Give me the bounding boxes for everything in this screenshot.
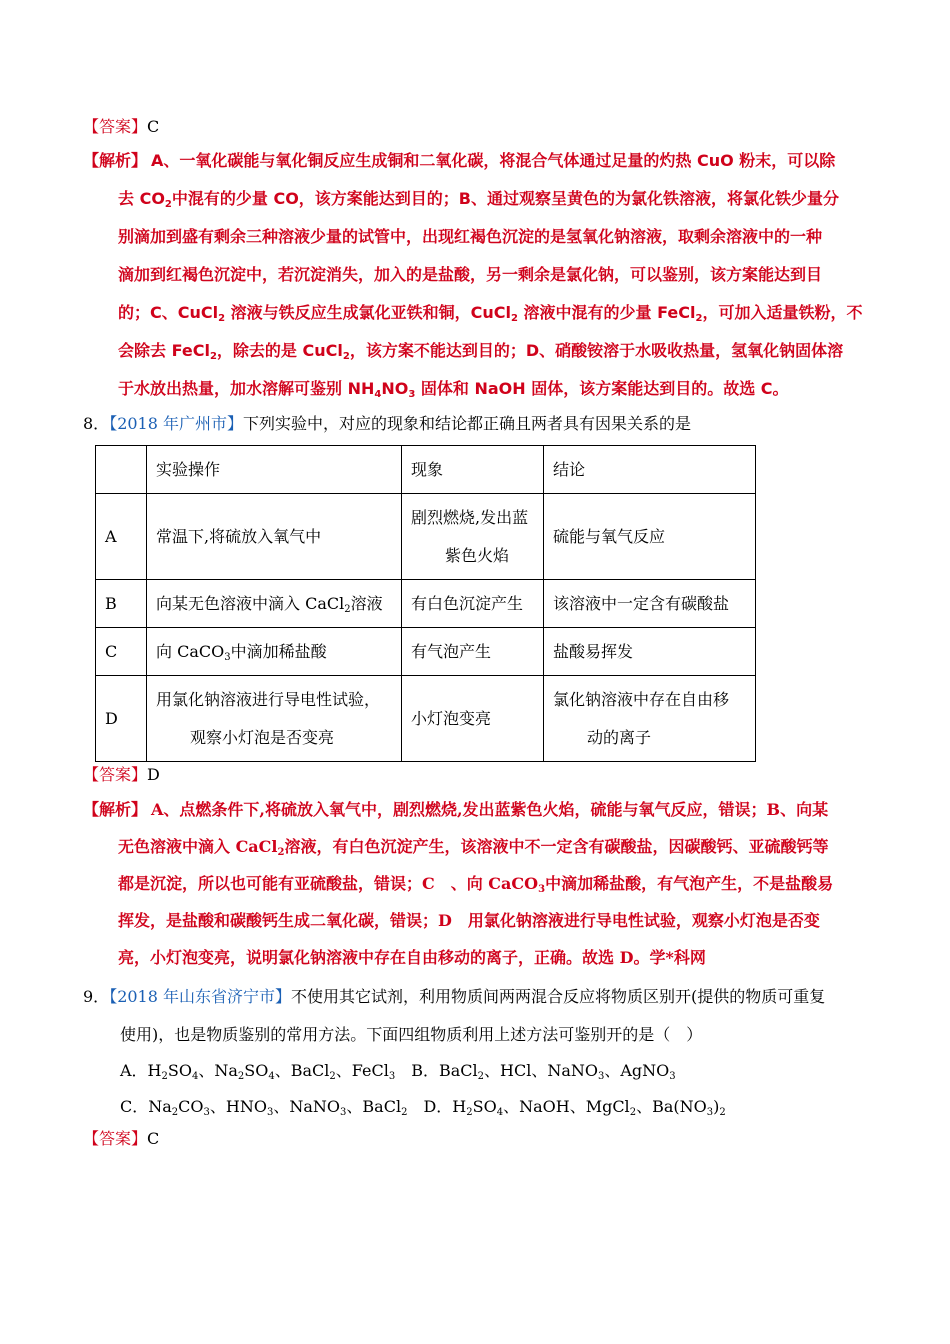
row-operation: 向某无色溶液中滴入 CaCl$_2$溶液: [147, 580, 402, 628]
question-number: 9．: [83, 987, 110, 1006]
row-conclusion: 硫能与氧气反应: [544, 494, 756, 580]
answer-label: 【答案】: [83, 117, 148, 136]
row-phenomenon: 有白色沉淀产生: [402, 580, 544, 628]
table-header-cell: 现象: [402, 446, 544, 494]
analysis-line: 挥发，是盐酸和碳酸钙生成二氧化碳，错误；D 用氯化钠溶液进行导电性试验，观察小灯泡是否变: [118, 911, 820, 930]
answer-value: C: [147, 1129, 160, 1148]
row-phenomenon: 小灯泡变亮: [402, 676, 544, 762]
analysis-line: 别滴加到盛有剩余三种溶液少量的试管中，出现红褐色沉淀的是氢氧化钠溶液，取剩余溶液中的一种: [118, 227, 823, 246]
q9-stem-line1: [83, 986, 825, 1008]
experiment-table: [95, 445, 756, 762]
analysis-line: 都是沉淀，所以也可能有亚硫酸盐，错误；C 、向 CaCO$_3$中滴加稀盐酸，有气泡产生，不是盐酸易: [118, 874, 834, 895]
row-label: D: [96, 676, 147, 762]
row-label: C: [96, 628, 147, 676]
table-header-cell: 结论: [544, 446, 756, 494]
table-row: [96, 676, 756, 762]
answer-value: C: [147, 117, 160, 136]
table-row: [96, 580, 756, 628]
q8-stem: [83, 413, 691, 435]
row-operation: 常温下,将硫放入氧气中: [147, 494, 402, 580]
row-phenomenon: [402, 494, 544, 580]
operation-line: 观察小灯泡是否变亮: [190, 727, 335, 747]
analysis-line: 滴加到红褐色沉淀中，若沉淀消失，加入的是盐酸，另一剩余是氯化钠，可以鉴别，该方案能达到目: [118, 265, 823, 284]
table-header-cell: 实验操作: [147, 446, 402, 494]
analysis-label: 【解析】: [83, 151, 148, 170]
analysis-line: 的；C、CuCl$_2$ 溶液与铁反应生成氯化亚铁和铜，CuCl$_2$ 溶液中混有的少量 FeCl$_2$，可加入适量铁粉，不: [118, 303, 863, 324]
analysis-line: A、点燃条件下,将硫放入氧气中，剧烈燃烧,发出蓝紫色火焰，硫能与氧气反应，错误；B、向某: [151, 800, 829, 819]
table-row: [96, 628, 756, 676]
q7-answer: [83, 116, 159, 138]
table-header-cell: [96, 446, 147, 494]
analysis-line: A、一氧化碳能与氧化铜反应生成铜和二氧化碳，将混合气体通过足量的灼热 CuO 粉末，可以除: [151, 151, 836, 170]
answer-label: 【答案】: [83, 765, 148, 784]
q9-answer: [83, 1128, 159, 1150]
q7-analysis-label: [83, 150, 147, 172]
question-text: 下列实验中，对应的现象和结论都正确且两者具有因果关系的是: [243, 414, 692, 433]
q9-options-cd: C．$Na_2CO_3$、$HNO_3$、NaNO$_3$、BaCl$_2$ D．$H_2SO_4$、NaOH、MgCl$_2$、$Ba(NO_3)_2$: [120, 1097, 726, 1118]
analysis-label: 【解析】: [83, 800, 148, 819]
q8-answer: [83, 764, 160, 786]
analysis-line: 亮，小灯泡变亮，说明氯化钠溶液中存在自由移动的离子，正确。故选 D。学*科网: [118, 948, 706, 967]
row-phenomenon: 有气泡产生: [402, 628, 544, 676]
table-header-row: [96, 446, 756, 494]
answer-value: D: [147, 765, 160, 784]
operation-line: 用氯化钠溶液进行导电性试验，: [156, 689, 381, 709]
phenomenon-line: 剧烈燃烧,发出蓝: [411, 507, 529, 527]
q8-analysis-label: [83, 799, 147, 821]
question-source: 【2018 年山东省济宁市】: [109, 987, 291, 1006]
row-conclusion: 盐酸易挥发: [544, 628, 756, 676]
row-label: A: [96, 494, 147, 580]
analysis-line: 无色溶液中滴入 CaCl$_2$溶液，有白色沉淀产生，该溶液中不一定含有碳酸盐，因碳酸钙、亚硫酸钙等: [118, 837, 829, 858]
row-conclusion: [544, 676, 756, 762]
question-number: 8．: [83, 414, 110, 433]
analysis-line: 于水放出热量，加水溶解可鉴别 $NH_4NO_3$ 固体和 NaOH 固体，该方案能达到目的。故选 C。: [118, 379, 789, 400]
question-source: 【2018 年广州市】: [109, 414, 243, 433]
table-row: [96, 494, 756, 580]
q9-stem-line2: 使用)，也是物质鉴别的常用方法。下面四组物质利用上述方法可鉴别开的是（ ）: [120, 1025, 703, 1044]
q9-options-ab: A．$H_2SO_4$、$Na_2SO_4$、BaCl$_2$、FeCl$_3$ B．BaCl$_2$、HCl、NaNO$_3$、AgNO$_3$: [120, 1061, 676, 1082]
row-operation: [147, 676, 402, 762]
row-label: B: [96, 580, 147, 628]
analysis-line: 会除去 FeCl$_2$，除去的是 CuCl$_2$，该方案不能达到目的；D、硝酸铵溶于水吸收热量，氢氧化钠固体溶: [118, 341, 844, 362]
row-operation: 向 CaCO$_3$中滴加稀盐酸: [147, 628, 402, 676]
phenomenon-line: 紫色火焰: [445, 545, 510, 565]
answer-label: 【答案】: [83, 1129, 148, 1148]
conclusion-line: 氯化钠溶液中存在自由移: [553, 689, 730, 709]
conclusion-line: 动的离子: [587, 727, 652, 747]
analysis-line: 去 $CO_2$中混有的少量 CO，该方案能达到目的；B、通过观察呈黄色的为氯化铁溶液，将氯化铁少量分: [118, 189, 840, 210]
question-text: 不使用其它试剂，利用物质间两两混合反应将物质区别开(提供的物质可重复: [291, 987, 826, 1006]
row-conclusion: 该溶液中一定含有碳酸盐: [544, 580, 756, 628]
